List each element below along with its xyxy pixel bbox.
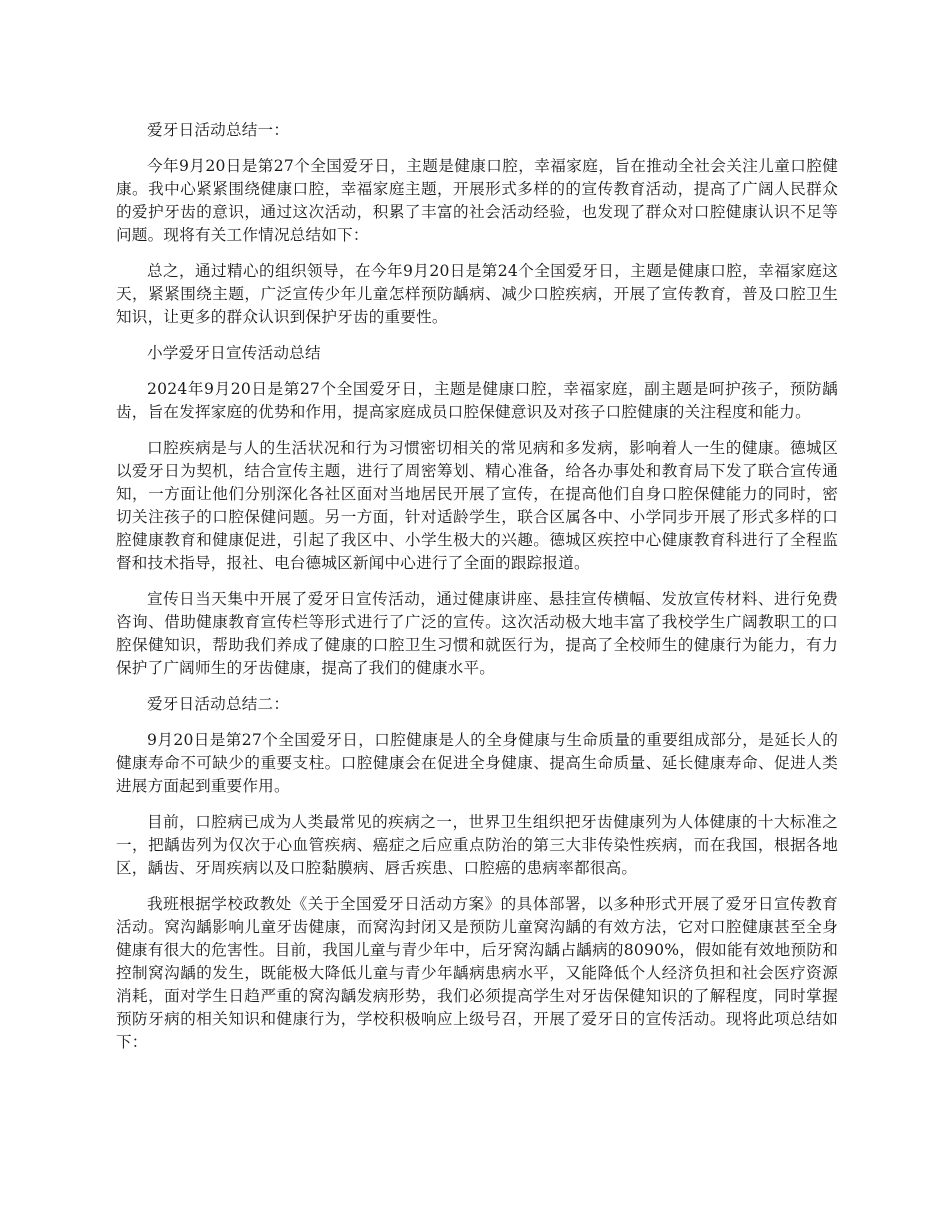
paragraph: 我班根据学校政教处《关于全国爱牙日活动方案》的具体部署，以多种形式开展了爱牙日宣传教育活动。窝沟龋影响儿童牙齿健康，而窝沟封闭又是预防儿童窝沟龋的有效方法，它对口腔健康甚至全身健康有很大的危害性。目前，我国儿童与青少年中，后牙窝沟龋占龋病的8090%，假如能有效地预防和控制窝沟龋的发生，既能极大降低儿童与青少年龋病患病水平，又能降低个人经济负担和社会医疗资源消耗，面对学生日趋严重的窝沟龋发病形势，我们必须提高学生对牙齿保健知识的了解程度，同时掌握预防牙病的相关知识和健康行为，学校积极响应上级号召，开展了爱牙日的宣传活动。现将此项总结如下：: [116, 895, 838, 1051]
document-body: [116, 119, 838, 1067]
paragraph: 9月20日是第27个全国爱牙日，口腔健康是人的全身健康与生命质量的重要组成部分，是延长人的健康寿命不可缺少的重要支柱。口腔健康会在促进全身健康、提高生命质量、延长健康寿命、促进人类进展方面起到重要作用。: [116, 731, 838, 795]
paragraph: 今年9月20日是第27个全国爱牙日，主题是健康口腔，幸福家庭，旨在推动全社会关注儿童口腔健康。我中心紧紧围绕健康口腔，幸福家庭主题，开展形式多样的的宣传教育活动，提高了广阔人民群众的爱护牙齿的意识，通过这次活动，积累了丰富的社会活动经验，也发现了群众对口腔健康认识不足等问题。现将有关工作情况总结如下：: [116, 157, 838, 244]
section-heading-1: 爱牙日活动总结一：: [147, 121, 290, 139]
section-heading-3: 爱牙日活动总结二：: [147, 695, 290, 713]
paragraph: 2024年9月20日是第27个全国爱牙日，主题是健康口腔，幸福家庭，副主题是呵护孩子，预防龋齿，旨在发挥家庭的优势和作用，提高家庭成员口腔保健意识及对孩子口腔健康的关注程度和能力。: [116, 380, 838, 421]
paragraph: 目前，口腔病已成为人类最常见的疾病之一，世界卫生组织把牙齿健康列为人体健康的十大标准之一，把龋齿列为仅次于心血管疾病、癌症之后应重点防治的第三大非传染性疾病，而在我国，根据各地区，龋齿、牙周疾病以及口腔黏膜病、唇舌疾患、口腔癌的患病率都很高。: [116, 813, 838, 877]
section-heading-2: 小学爱牙日宣传活动总结: [147, 344, 321, 362]
paragraph: 口腔疾病是与人的生活状况和行为习惯密切相关的常见病和多发病，影响着人一生的健康。德城区以爱牙日为契机，结合宣传主题，进行了周密筹划、精心准备，给各办事处和教育局下发了联合宣传通知，一方面让他们分别深化各社区面对当地居民开展了宣传，在提高他们自身口腔保健能力的同时，密切关注孩子的口腔保健问题。另一方面，针对适龄学生，联合区属各中、小学同步开展了形式多样的口腔健康教育和健康促进，引起了我区中、小学生极大的兴趣。德城区疾控中心健康教育科进行了全程监督和技术指导，报社、电台德城区新闻中心进行了全面的跟踪报道。: [116, 439, 838, 572]
paragraph: 总之，通过精心的组织领导，在今年9月20日是第24个全国爱牙日，主题是健康口腔，幸福家庭这天，紧紧围绕主题，广泛宣传少年儿童怎样预防龋病、减少口腔疾病，开展了宣传教育，普及口腔卫生知识，让更多的群众认识到保护牙齿的重要性。: [116, 262, 838, 326]
paragraph: 宣传日当天集中开展了爱牙日宣传活动，通过健康讲座、悬挂宣传横幅、发放宣传材料、进行免费咨询、借助健康教育宣传栏等形式进行了广泛的宣传。这次活动极大地丰富了我校学生广阔教职工的口腔保健知识，帮助我们养成了健康的口腔卫生习惯和就医行为，提高了全校师生的健康行为能力，有力保护了广阔师生的牙齿健康，提高了我们的健康水平。: [116, 590, 838, 677]
